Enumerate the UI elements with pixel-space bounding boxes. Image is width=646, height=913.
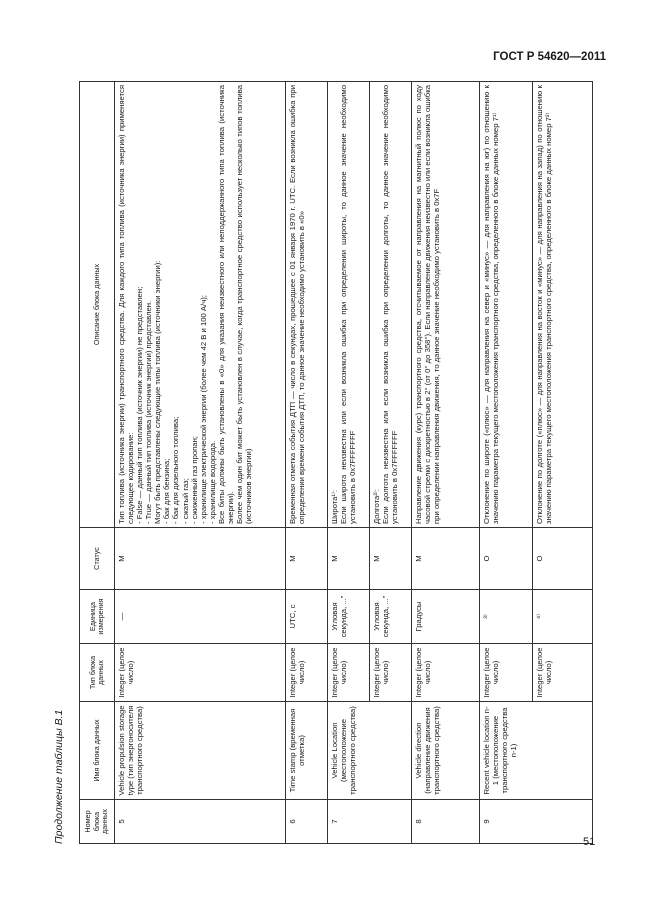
table-row	[115, 82, 286, 844]
cell-number: 7	[328, 800, 412, 844]
cell-status: M	[412, 528, 480, 590]
desc-line: Тип топлива (источника энергии) транспортного средства. Для каждого типа топлива (источника энергии) применяется следующее кодирование:	[117, 85, 136, 524]
cell-description	[115, 82, 286, 528]
table-header-row	[80, 82, 115, 844]
cell-description	[328, 82, 370, 528]
table-row	[412, 82, 480, 844]
data-blocks-table	[79, 81, 593, 844]
cell-unit: Угловая секунда, ..."	[370, 590, 412, 644]
cell-description	[533, 82, 593, 528]
desc-line: - сжатый газ;	[180, 478, 190, 524]
cell-unit: UTC, с	[286, 590, 328, 644]
page-number: 51	[583, 836, 596, 848]
cell-description	[370, 82, 412, 528]
col-header-name: Имя блока данных	[80, 702, 115, 800]
table-row	[286, 82, 328, 844]
cell-unit: Градусы	[412, 590, 480, 644]
desc-line: - хранилище водорода.	[207, 440, 217, 524]
desc-line: Могут быть представлены следующие типы топлива (источники энергии):	[153, 260, 163, 524]
cell-status: M	[328, 528, 370, 590]
desc-line: Если широта неизвестна или если возникла ошибка при определении широты, то данное значение необходимо установить в 0x7FFFFFFF	[339, 85, 358, 524]
cell-name: Vehicle direction (направление движения транспортного средства)	[412, 702, 480, 800]
cell-name: Time stamp (временная отметка)	[286, 702, 328, 800]
cell-unit: Угловая секунда, ..."	[328, 590, 370, 644]
standard-number: ГОСТ Р 54620—2011	[493, 51, 606, 63]
desc-line: Направление движения (курс) транспортного средства, отсчитываемое от направления на магнитный полюс по ходу часовой стрелки с дискретностью в 2° (от 0° до 358°). Если направление движения неизвестно или если возникла ошибка при определении направления движения, то данное значение необходимо установить в 0x7F	[414, 85, 442, 524]
cell-status: M	[286, 528, 328, 590]
cell-number: 6	[286, 800, 328, 844]
cell-type: Integer (целое число)	[370, 644, 412, 702]
cell-number: 8	[412, 800, 480, 844]
rotated-page-content	[53, 82, 594, 844]
col-header-status: Статус	[80, 528, 115, 590]
col-header-unit: Единица измерения	[80, 590, 115, 644]
cell-type: Integer (целое число)	[480, 644, 533, 702]
table-row	[480, 82, 533, 844]
desc-line: - хранилище электрической энергии (более чем 42 В и 100 А/ч);	[198, 295, 208, 524]
desc-line: Долгота²⁾:	[372, 489, 381, 524]
cell-status: O	[480, 528, 533, 590]
desc-line: Широта¹⁾:	[330, 489, 339, 524]
cell-type: Integer (целое число)	[412, 644, 480, 702]
desc-line: - True — данный тип топлива (источник энергии) представлен.	[144, 300, 154, 524]
cell-type: Integer (целое число)	[328, 644, 370, 702]
desc-line: Отклонение по долготе («плюс» — для направления на восток и «минус» — для направления на запад) по отношению к значению параметра текущего местоположения транспортного средства, определенного в блоке данных номер 7²⁾	[535, 85, 554, 524]
cell-unit: —	[115, 590, 286, 644]
cell-number: 9	[480, 800, 593, 844]
cell-description	[480, 82, 533, 528]
cell-name: Vehicle Location (местоположение транспортного средства)	[328, 702, 412, 800]
table-caption: Продолжение таблицы В.1	[53, 709, 65, 844]
cell-name: Vehicle propulsion storage type (тип энергоносителя транспортного средства)	[115, 702, 286, 800]
cell-type: Integer (целое число)	[533, 644, 593, 702]
desc-line: Отклонение по широте («плюс» — для направления на север и «минус» — для направления на юг) по отношению к значению параметра текущего местоположения транспортного средства, определенного в блоке данных номер 7¹⁾	[482, 85, 501, 524]
desc-line: Все биты должны быть установлены в «0» для указания неизвестного или неподдержанного типа топлива (источника энергии).	[216, 85, 235, 524]
col-header-type: Тип блока данных	[80, 644, 115, 702]
cell-description	[286, 82, 328, 528]
desc-line: - False — данный тип топлива (источник энергии) не представлен;	[135, 286, 145, 524]
cell-description	[412, 82, 480, 528]
cell-unit: ³⁾	[480, 590, 533, 644]
desc-line: Если долгота неизвестна или если возникла ошибка при определении долготы, то данное значение необходимо установить в 0x7FFFFFFF	[381, 85, 400, 524]
cell-unit: ⁴⁾	[533, 590, 593, 644]
cell-type: Integer (целое число)	[115, 644, 286, 702]
cell-status: M	[115, 528, 286, 590]
desc-line: - бак для бензина;	[162, 458, 172, 524]
cell-status: M	[370, 528, 412, 590]
desc-line: - бак для дизельного топлива;	[171, 416, 181, 524]
table-row	[328, 82, 370, 844]
cell-number: 5	[115, 800, 286, 844]
desc-line: Временная отметка события ДТП — число в секундах, прошедшее с 01 января 1970 г. UTC. Если возникла ошибка при определении времени события ДТП, то данное значение необходимо установить в «0»	[288, 85, 307, 524]
desc-line: Более чем один бит может быть установлен в случае, когда транспортное средство использует несколько типов топлива (источников энергии)	[235, 85, 254, 524]
cell-name: Recent vehicle location n-1 (местоположение транспортного средства n-1)	[480, 702, 593, 800]
col-header-description: Описание блока данных	[80, 82, 115, 528]
col-header-number: Номер блока данных	[80, 800, 115, 844]
cell-type: Integer (целое число)	[286, 644, 328, 702]
cell-status: O	[533, 528, 593, 590]
desc-line: - сжиженный газ пропан;	[189, 436, 199, 524]
